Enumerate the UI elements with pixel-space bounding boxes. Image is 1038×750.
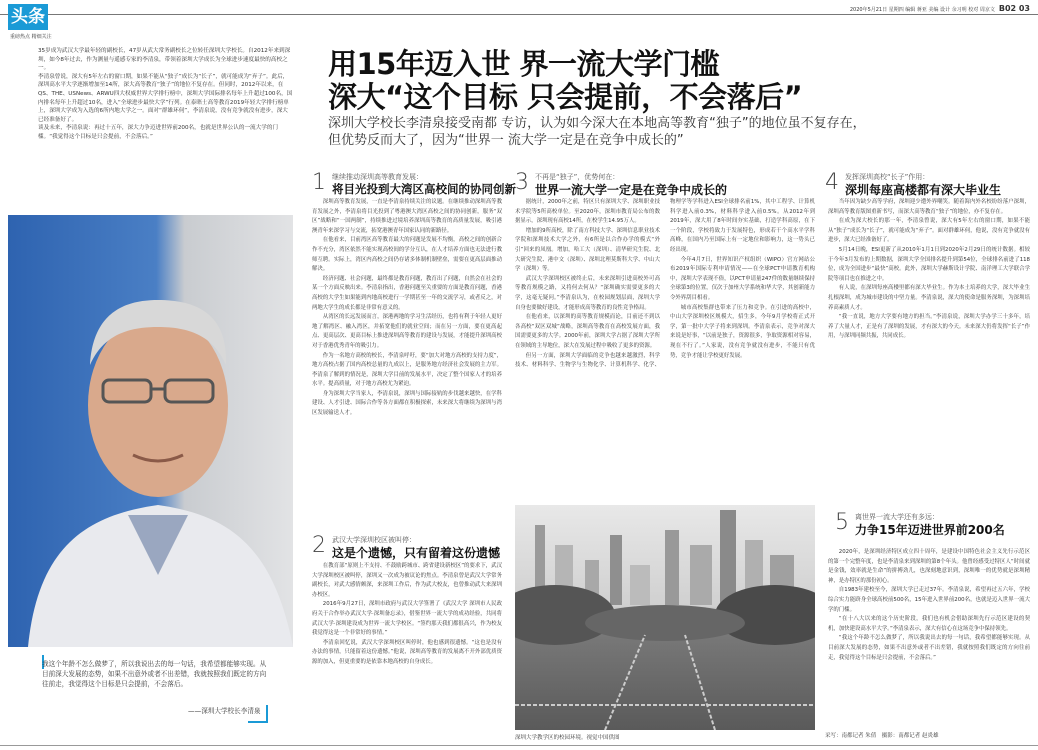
section-slogan: 重磅热点 精细关注	[10, 34, 52, 40]
section-1-body	[312, 198, 502, 528]
paragraph: 据统计，2000年之前，特区只有深圳大学、深圳职业技术学院等5所高校单位。至2020年，深圳市教育局公布的数据显示，深圳现有高校14所，在校学生14.95万人。	[515, 199, 660, 225]
deck-line: 但优势反而大了，因为“世界一 流大学一定是在竞争中成长的”	[328, 133, 684, 148]
section-kicker: 离世界一流大学还有多远：	[855, 513, 939, 521]
section-kicker: 不再是“独子”，优势何在：	[535, 173, 620, 181]
paragraph: 李清泉回忆说，武汉大学深圳校区叫停时，他也感到很遗憾。“这也是没有办法的事情，只能留着这份遗憾。”他说，深圳高等教育的发展离不开外部优质资源的加入，但更重要的是依靠本地高校的自身成长。	[312, 639, 502, 665]
section-title: 深圳每座高楼都有深大毕业生	[845, 183, 1002, 197]
paragraph: 自1983年建校至今，深圳大学已走过37年。李清泉说，希望再过五六年，学校综合实力能跻身全球高校前500名，15年进入世界前200名，也就是迈入世界一流大学的门槛。	[828, 587, 1030, 613]
quote-mark-close	[266, 705, 268, 721]
paragraph: 在他看来，以深圳的高等教育规模而论，目前还不到以各高校“双区双城”战略，深圳高等教育在高校发展方面，我国需要更多的大学。2000年前，深圳大学占据了深圳大学所在领域的主导地位，深大在发展过程中吸收了更多的资源。	[515, 314, 660, 349]
section-number: 3	[515, 170, 529, 195]
footer-rule	[0, 745, 1038, 746]
paragraph: 2020年，是深圳经济特区成立四十周年，是建设中国特色社会主义先行示范区的第一个完整年度，也是李清泉来到深圳的第8个年头。他曾经感受过特区人“时间就是金钱，效率就是生命”的拼搏劲儿，也深刻地意识到，深圳唯一的优势就是深圳精神，是办特区的那份初心。	[828, 549, 1030, 584]
intro-paragraph: 35岁成为武汉大学最年轻的副校长，47岁从武大常务副校长之位转任深圳大学校长。自2012年来到深圳，如今8年过去，作为测量与遥感专家的李清泉，带领着深圳大学成长为全球进步速度最快的高校之一。	[38, 48, 291, 72]
page-numbers: B02 03	[998, 4, 1030, 13]
section-3-body	[515, 198, 815, 500]
paragraph: 有人说，在深圳每座高楼里都有深大毕业生。作为本土培养的大学，深大毕业生扎根深圳，成为城市建设的中坚力量。李清泉说，深大的使命是服务深圳，为深圳培养高素质人才。	[828, 285, 1030, 311]
section-kicker: 继续推动深圳高等教育发展：	[332, 173, 423, 181]
section-kicker: 武汉大学深圳校区被叫停：	[332, 536, 416, 544]
quote-source: ——深圳大学校长李清泉	[188, 707, 261, 715]
page-headline	[328, 48, 802, 114]
paragraph: “我一直说，地方大学要有地方的担当。”李清泉说，深圳大学办学三十多年，培养了大量人才，正是有了深圳的发展，才有深大的今天。未来深大仍将发挥“长子”作用，与深圳同频共振，共同成长。	[828, 314, 1030, 340]
section-title: 将目光投到大湾区高校间的协同创新	[332, 182, 516, 196]
campus-illustration	[515, 505, 815, 730]
portrait-photo	[8, 215, 293, 647]
paragraph: 从湾区的长远发展而言，深港两地的学习生活经历，也将有利于年轻人更好地了解湾区、融入湾区，并拓宽他们的就业空间；而在另一方面，要在更高起点、更高层次、更高目标上推进深圳高等教育的建设与发展，才能提升深圳高校对于香港优秀青年的吸引力。	[312, 314, 502, 349]
section-4-body	[828, 198, 1030, 503]
paragraph: 在成为深大校长的那一年，李清泉曾说，深大有5年左右的窗口期，如果不能从“独子”成长为“长子”，就可能成为“弃子”。面对群雄环伺，他说，没有竞争就没有进步，深大已经准备好了。	[828, 218, 1030, 244]
section-title: 这是个遗憾，只有留着这份遗憾	[332, 546, 501, 560]
paragraph: 身为深圳大学当家人，李清泉说，深圳与国际接轨的步伐越来越快，在学科建设、人才引进、国际合作等各方面都在积极探索，未来深大将继续为深圳与湾区发展输送人才。	[312, 390, 502, 417]
section-number: 2	[312, 533, 326, 558]
paragraph: 在教育部“原则上不支持、不鼓励跨城市、跨省建设新校区”的要求下，武汉大学深圳校区被叫停，深圳又一次成为被议论的焦点。李清泉曾是武汉大学常务副校长，对武大感情颇深，来深圳工作后，作为武大校友，也曾推动武大来深圳办校区。	[312, 563, 502, 598]
paragraph: 城市高校集群也带来了压力和竞争。在引进的高校中，中山大学深圳校区规模大，招生多，今年9月学校将正式开学，第一批中大学子将来到深圳。李清泉表示，竞争对深大来说是好事，“以前是独子，资源很多，争取资源相对容易，现在不行了。”人家说，没有竞争就没有进步，不能只有优势，竞争才能让学校更好发展。	[670, 304, 815, 359]
byline-credits: 采写：南都记者 朱倩 摄影：南都记者 赵炎雄	[825, 733, 939, 739]
deck-line: 深圳大学校长李清泉接受南都 专访，认为如今深大在本地高等教育“独子”的地位虽不复存在，	[328, 116, 866, 131]
paragraph: “在十八大以来的这个历史阶段，我们也有机会借助深圳先行示范区建设的契机，加快建设高水平大学。”李清泉表示，深大有信心在这场竞争中保持领先。	[828, 616, 1030, 632]
section-title: 世界一流大学一定是在竞争中成长的	[535, 183, 728, 197]
campus-photo	[515, 505, 815, 730]
headline-line: 用15年迈入世 界一流大学门槛	[328, 47, 719, 81]
intro-text	[38, 47, 293, 142]
section-kicker: 发挥深圳高校“长子”作用：	[845, 173, 930, 181]
paragraph: 武汉大学深圳校区被终止后，未来深圳引进高校外可高等教育规模之路，又将何去何从？“深圳确实需要更多的大学，这毫无疑问。”李清泉认为，在校园规划层面，深圳大学自身也要做好建设，才能形成高等教育的良性竞争格局。	[515, 275, 660, 311]
paragraph: “我这个年龄不怎么做梦了，所以我说出去的每一句话，我希望都能够实现。从目前深大发展的态势，如果不出意外或者不出差错，我就按照我们既定的方向往前走，我觉得这个目标是只会提前，不会落后。”	[828, 635, 1030, 661]
section-number: 5	[835, 510, 849, 535]
photo-caption: 深圳大学教学区的校园环境。视觉中国供图	[515, 735, 620, 741]
section-2-body	[312, 562, 502, 742]
header-rule	[0, 14, 1038, 15]
section-title: 力争15年迈进世界前200名	[855, 523, 1005, 537]
paragraph: 深圳高等教育发展，一直是李清泉持续关注的议题。在继续推动深圳高等教育发展之外，李清泉将目光投到了粤港澳大湾区高校之间的协同创新，服务“双区”战略和“一国两制”，持续推进过境培养深圳高等教育的高质量发展，吸引港澳青年来深学习与交流，拓宽港澳青年国家认同的新路径。	[312, 199, 502, 234]
dateline	[850, 4, 1030, 13]
paragraph: 增加的9所高校，除了南方科技大学、深圳信息职业技术学院和深圳技术大学之外，有6所是以合作办学的模式“外引”回来的凤凰。增加，哈工大（深圳）、清华研究生院、北大研究生院、港中文（深圳）、深圳北理莫斯科大学、中山大学（深圳）等。	[515, 227, 660, 273]
intro-paragraph: 谈及未来，李清泉说：再过十五年，深大力争迈进世界前200名，也就是世界公认的一流大学的门槛。“我觉得这个目标是只会提前，不会落后。”	[38, 125, 279, 140]
dateline-text: 2020年5月21日 星期四 编辑 蒋亚 美编 设计 余习明 校对 周京文	[849, 7, 995, 13]
headline-line: 深大“这个目标 只会提前，不会落后”	[328, 80, 803, 114]
section-5-body	[828, 548, 1030, 726]
paragraph: 经济问题、社会问题，最终都是教育问题，教育出了问题，自然会在社会的某一个方面反映出来。李清泉指出，香港问题至关重要的方面是教育问题，香港高校的大学生如果能到内地高校进行一学期甚至一年的交流学习，或者反之，对两地大学生的成长都是非常有意义的。	[312, 275, 502, 311]
paragraph: 作为一名地方高校的校长，李清泉呼吁，要“加大对地方高校的支持力度”，地方高校占据了国内高校总量的九成以上，是服务地方经济社会发展的主力军。李清泉了解到的情况是，深圳大学目前的发展水平，决定了整个国家人才的培养水平。提高质量，对于地方高校尤为紧迫。	[312, 352, 502, 388]
section-logo: 头条	[8, 4, 48, 30]
portrait-illustration	[8, 215, 293, 647]
section-number: 4	[825, 170, 839, 195]
quote-mark-close	[248, 721, 268, 723]
paragraph: 当年因为缺少高等学府，深圳迎少遭外界嘲笑。随着海内外名校纷纷落户深圳，深圳高等教育版图重新书写，而深大高等教育“独子”的地位，亦不复存在。	[828, 199, 1030, 215]
subheadline	[328, 115, 866, 149]
pull-quote	[8, 655, 298, 735]
intro-paragraph: 李清泉曾说，深大有5年左右的窗口期，如果不能从“独子”成长为“长子”，就可能成为“弃子”。此后，深圳高水平大学逐渐增加至14所，深大高等教育“独子”的地位不复存在。但同时，2012年以来，在QS、THE、USNews、ARWU四大权威世界大学排行榜中，深圳大学国际排名每年上升超过100名，国内排名每年上升超过10名，进入“全球进步最快大学”行列。在泰晤士高等教育2019年轻大学排行榜单上，深圳大学成为入选的6所内地大学之一。面对“群雄环伺”，李清泉说，没有竞争就没有进步，深大已经准备好了。	[38, 73, 293, 123]
paragraph: 2016年9月27日，深圳市政府与武汉大学签署了《武汉大学 深圳市人民政府关于合作举办武汉大学·深圳备忘录》，借鉴世界一流大学的成功经验，共同将武汉大学·深圳建设成为世界一流大学校区。“签约那天我们都很高兴，作为校友我觉得这是一个非常好的事情。”	[312, 601, 502, 637]
paragraph: 在他看来，目前湾区高等教育最大的问题是发展不均衡，高校之间的创新合作不充分，湾区依然不能实现高校间的学分互认，在人才培养方面也无法进行教师互聘。实际上，湾区内高校之间仍存诸多体制机制壁垒，需要在更高层面推动解决。	[312, 237, 502, 273]
paragraph: 但另一方面，深圳大学面临的竞争也越来越激烈，科学技术、材料科学、生物学与生物化学、计算机科学、化学、物理学等学科进入ESI全球排名前1%，其中工程学、计算机科学进入前0.3%，材料科学进入前0.5%。从2012年到2019年，深大用了8年时间夯实基础，打造学科高原，在下一个阶段，学校将致力于发展特色，形成若干个高水平学科高峰，在国内乃至国际上有一定地位和影响力，这一势头已经出现。	[515, 199, 815, 369]
paragraph: 今年4月7日，世界知识产权组织（WIPO）官方网站公布2019年国际专利申请情况——在全球PCT申请教育机构中，深圳大学表现不俗，以PCT申请量247件的数量继续保持全球第3的位置，仅次于加州大学系统和华大学，其创新能力令外界刮目相看。	[670, 256, 815, 301]
section-number: 1	[312, 170, 326, 195]
paragraph: 5月14日晚，ESI更新了从2010年1月1日到2020年2月29日的统计数据。相较于今年3月发布的上期数据，深圳大学全国排名提升到第54位，全球排名前进了118位，成为全国进步“最快”高校。此外，深圳大学赫斯设计学院、南洋理工大学联合学院等项目也在推进之中。	[828, 246, 1030, 282]
quote-text: 我这个年龄不怎么做梦了，所以我说出去的每一句话，我希望都能够实现。从目前深大发展的态势，如果不出意外或者不出差错，我就按照我们既定的方向往前走，我觉得这个目标是只会提前，不会落后。	[42, 660, 267, 688]
